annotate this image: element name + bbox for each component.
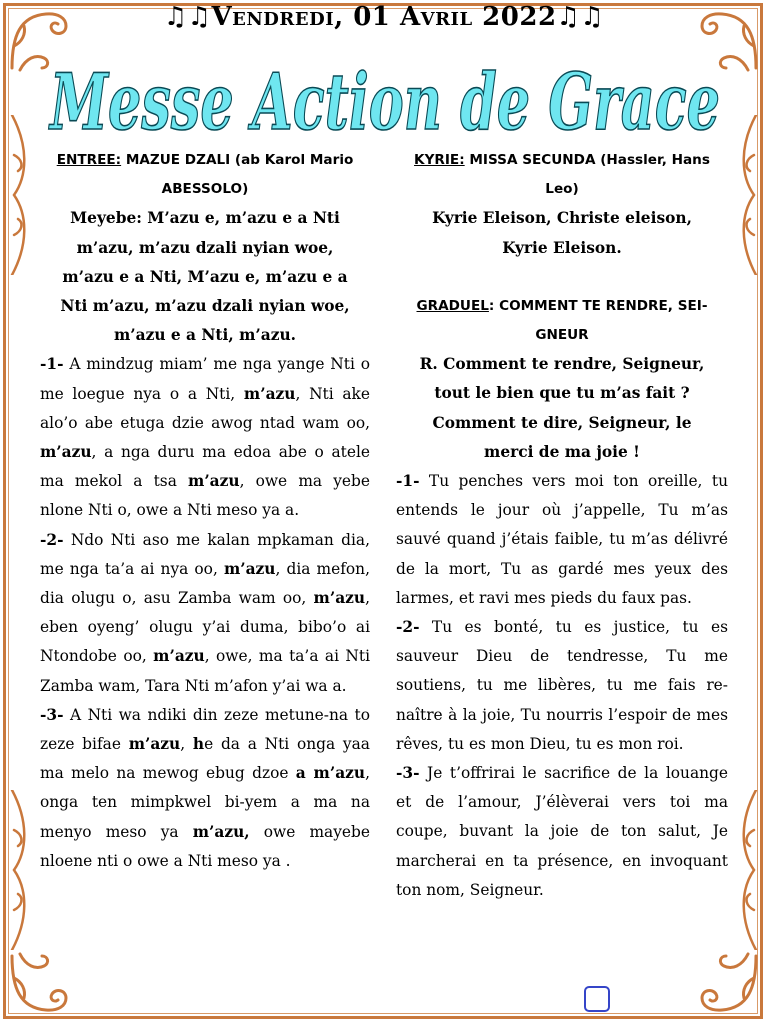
verse-emphasis: h bbox=[192, 735, 205, 754]
verse-text: , bbox=[180, 735, 193, 754]
entree-heading bbox=[40, 146, 370, 204]
graduel-heading bbox=[396, 292, 728, 350]
refrain-line: Meyebe: M’azu e, m’azu e a Nti bbox=[70, 209, 340, 228]
verse-text: , onga ten mimpkwel bi-yem a ma na menyo meso ya bbox=[40, 764, 370, 841]
verse-text: Tu penches vers moi ton oreille, tu entends le jour où j’appelle, Tu m’as sauvé quand j’étais faible, tu m’as délivré de la mort, Tu as gardé mes yeux des larmes, et ravi mes pieds du faux pas. bbox=[396, 472, 728, 607]
entree-label: ENTREE: bbox=[56, 152, 122, 168]
refrain-line: Nti m’azu, m’azu dzali nyian woe, bbox=[60, 297, 350, 316]
verse-emphasis: m’azu bbox=[243, 384, 296, 403]
verse-number: -1- bbox=[396, 472, 420, 491]
date-header bbox=[0, 2, 768, 32]
verse-text: , a nga duru ma edoa abe o atele ma mekol a tsa bbox=[40, 443, 370, 491]
verse-number: -3- bbox=[40, 705, 64, 724]
kyrie-heading bbox=[396, 146, 728, 204]
entree-verse-1 bbox=[40, 350, 370, 525]
verse-text: Tu es bonté, tu es justice, tu es sauveur Dieu de tendresse, Tu me soutiens, tu me libères, tu me fais re-naître à la joie, Tu nourris l’espoir de mes rêves, tu es mon Dieu, tu es mon roi. bbox=[396, 618, 728, 753]
refrain-line: m’azu, m’azu dzali nyian woe, bbox=[76, 238, 334, 257]
spacer bbox=[396, 263, 728, 292]
kyrie-line: Kyrie Eleison. bbox=[502, 238, 622, 257]
side-ornament-left-top bbox=[4, 115, 34, 275]
verse-emphasis: m’azu bbox=[313, 589, 366, 608]
verse-emphasis: m’azu bbox=[223, 559, 276, 578]
verse-emphasis: a m’azu bbox=[295, 764, 366, 783]
refrain-line: tout le bien que tu m’as fait ? bbox=[434, 384, 690, 403]
refrain-line: merci de ma joie ! bbox=[484, 442, 640, 461]
graduel-refrain bbox=[396, 350, 728, 467]
corner-ornament-bottom-left bbox=[6, 948, 76, 1018]
graduel-title: : COMMENT TE RENDRE, SEI-GNEUR bbox=[488, 297, 708, 344]
title-text: Messe Action de Grace bbox=[47, 57, 721, 148]
date-text: Vendredi, 01 Avril 2022 bbox=[211, 2, 557, 32]
graduel-verse-3 bbox=[396, 759, 728, 905]
refrain-line: m’azu e a Nti, M’azu e, m’azu e a bbox=[62, 267, 348, 286]
verse-number: -2- bbox=[396, 618, 420, 637]
verse-text: , dia mefon, dia olugu o, asu Zamba wam oo, bbox=[40, 559, 370, 608]
refrain-line: R. Comment te rendre, Seigneur, bbox=[419, 355, 705, 374]
verse-text: , Nti ake alo’o abe etuga dzie awog ntad wam oo, bbox=[40, 384, 370, 432]
refrain-line: m’azu e a Nti, m’azu. bbox=[113, 326, 297, 345]
verse-text: Ndo Nti aso me kalan mpkaman dia, me nga ta’a ai nya oo, bbox=[40, 530, 370, 578]
page-marker-box bbox=[584, 986, 610, 1012]
verse-text: owe mayebe nloene nti o owe a Nti meso ya . bbox=[40, 822, 370, 870]
verse-text: A mindzug miam’ me nga yange Nti o me loegue nya o a Nti, bbox=[40, 355, 370, 403]
graduel-verse-2 bbox=[396, 613, 728, 759]
verse-emphasis: m’azu bbox=[128, 735, 181, 754]
music-notes-icon-left: ♫♫ bbox=[163, 2, 212, 32]
entree-verse-2 bbox=[40, 526, 370, 701]
verse-text: Je t’offrirai le sacrifice de la louange et de l’amour, J’élèverai vers toi ma coupe, buvant la joie de ton salut, Je marcherai en ta présence, en invoquant ton nom, Seigneur. bbox=[396, 764, 728, 899]
kyrie-text bbox=[396, 204, 728, 262]
refrain-line: Comment te dire, Seigneur, le bbox=[432, 413, 692, 432]
verse-text: , owe, ma ta’a ai Nti Zamba wam, Tara Nti m’afon y’ai wa a. bbox=[40, 647, 370, 695]
verse-emphasis: m’azu bbox=[153, 647, 205, 666]
verse-number: -3- bbox=[396, 764, 420, 783]
graduel-label: GRADUEL bbox=[416, 297, 489, 314]
entree-verse-3 bbox=[40, 701, 370, 876]
kyrie-label: KYRIE: bbox=[414, 152, 465, 168]
corner-ornament-bottom-right bbox=[692, 948, 762, 1018]
kyrie-line: Kyrie Eleison, Christe eleison, bbox=[432, 209, 692, 228]
verse-text: , owe ma yebe nlone Nti o, owe a Nti meso ya a. bbox=[40, 472, 370, 520]
side-ornament-left-bottom bbox=[4, 790, 34, 950]
graduel-verse-1 bbox=[396, 467, 728, 613]
music-notes-icon-right: ♫♫ bbox=[556, 2, 605, 32]
entree-refrain bbox=[40, 204, 370, 350]
verse-emphasis: m’azu, bbox=[192, 822, 250, 841]
verse-text: e da a Nti onga yaa ma melo na mewog ebug dzoe bbox=[40, 735, 370, 783]
verse-text: A Nti wa ndiki din zeze metune-na to zeze bifae bbox=[40, 705, 370, 754]
side-ornament-right-top bbox=[734, 115, 764, 275]
verse-emphasis: m’azu bbox=[40, 443, 92, 462]
verse-number: -2- bbox=[40, 530, 64, 549]
page-title bbox=[40, 55, 730, 150]
kyrie-title: MISSA SECUNDA (Hassler, Hans Leo) bbox=[464, 152, 710, 198]
verse-number: -1- bbox=[40, 355, 64, 374]
side-ornament-right-bottom bbox=[734, 790, 764, 950]
verse-text: , eben oyeng’ olugu y’ai duma, bibo’o ai Ntondobe oo, bbox=[40, 589, 370, 666]
verse-emphasis: m’azu bbox=[188, 472, 240, 491]
left-column bbox=[40, 146, 370, 876]
right-column bbox=[396, 146, 728, 905]
entree-title: MAZUE DZALI (ab Karol Mario ABESSOLO) bbox=[121, 152, 354, 198]
